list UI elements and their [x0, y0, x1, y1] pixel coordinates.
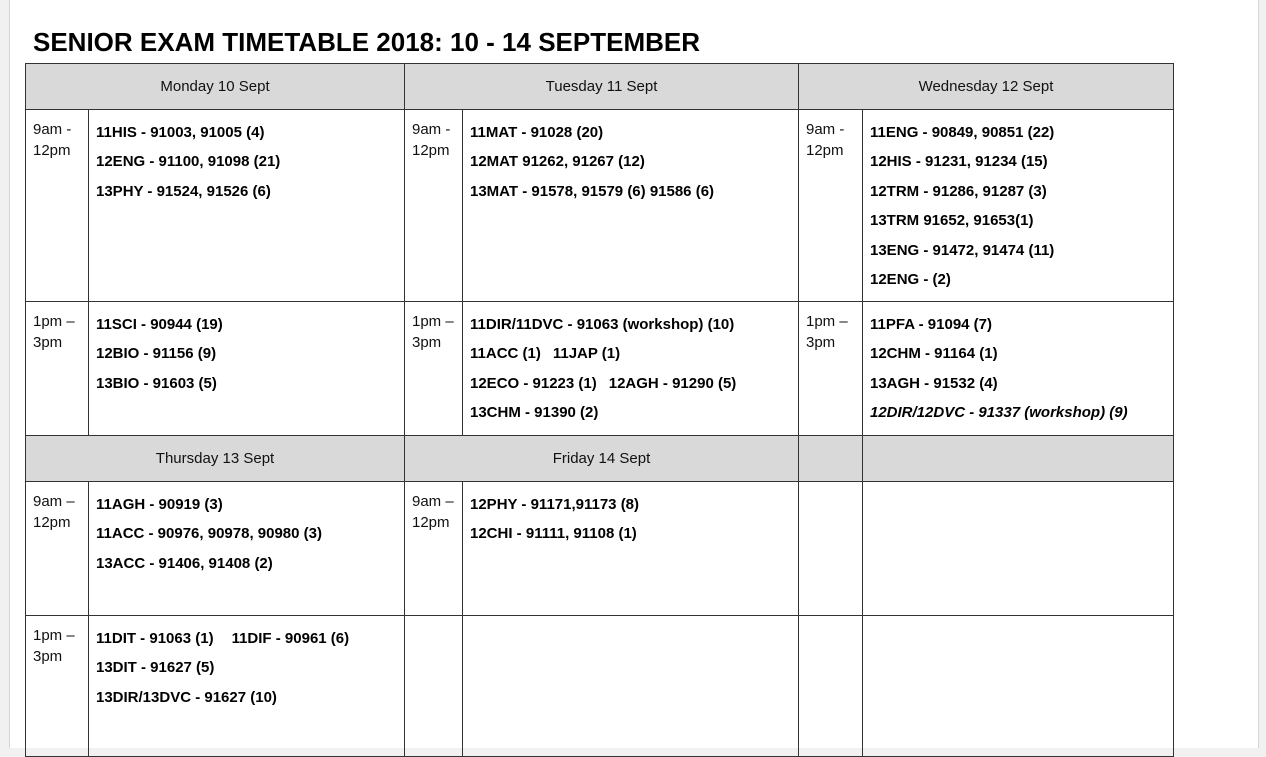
time-cell	[26, 482, 89, 616]
time-cell	[405, 482, 463, 616]
header-row-1	[26, 64, 1174, 110]
exam-entry: 13DIR/13DVC - 91627 (10)	[96, 688, 277, 706]
page-title: SENIOR EXAM TIMETABLE 2018: 10 - 14 SEPTEMBER	[33, 27, 700, 57]
exam-cell-tuesday-am	[463, 110, 799, 302]
exam-entry: 11HIS - 91003, 91005 (4)	[96, 124, 265, 141]
exam-entry: 11ACC (1)	[470, 345, 541, 363]
exam-cell-monday-am	[89, 110, 405, 302]
exam-entry: 13ACC - 91406, 91408 (2)	[96, 554, 273, 572]
empty-cell	[799, 482, 863, 616]
document-page	[9, 0, 1259, 748]
day-header-wednesday: Wednesday 12 Sept	[799, 64, 1174, 110]
exam-entry: 12CHM - 91164 (1)	[870, 345, 998, 363]
empty-header-cell	[799, 436, 863, 482]
day-header-friday: Friday 14 Sept	[405, 436, 799, 482]
exam-entry: 12PHY - 91171,91173 (8)	[470, 496, 640, 513]
exam-entry: 13ENG - 91472, 91474 (11)	[870, 241, 1055, 259]
time-end: 3pm	[806, 334, 836, 351]
exam-entry: 12ENG - (2)	[870, 271, 951, 289]
empty-cell	[799, 616, 863, 757]
time-start: 9am –	[33, 493, 75, 510]
time-start: 1pm –	[412, 313, 454, 330]
empty-cell	[405, 616, 463, 757]
exam-entry: 12AGH - 91290 (5)	[608, 374, 737, 392]
exam-cell-tuesday-pm	[463, 302, 799, 436]
time-end: 12pm	[412, 142, 450, 159]
exam-entry: 11AGH - 90919 (3)	[96, 496, 223, 513]
time-start: 1pm –	[33, 313, 75, 330]
exam-entry: 13BIO - 91603 (5)	[96, 374, 217, 392]
time-start: 9am -	[33, 121, 72, 138]
time-end: 12pm	[412, 514, 450, 531]
time-end: 12pm	[806, 142, 844, 159]
exam-entry: 11ACC - 90976, 90978, 90980 (3)	[96, 525, 322, 543]
time-start: 1pm –	[806, 313, 848, 330]
exam-cell-friday-am	[463, 482, 799, 616]
time-start: 9am -	[806, 121, 845, 138]
exam-entry-pair	[470, 339, 798, 368]
day-header-monday: Monday 10 Sept	[26, 64, 405, 110]
time-end: 3pm	[33, 334, 63, 351]
time-cell	[26, 302, 89, 436]
exam-entry: 12BIO - 91156 (9)	[96, 345, 217, 363]
time-end: 3pm	[33, 648, 63, 665]
exam-entry: 11DIT - 91063 (1)	[96, 630, 214, 647]
exam-entry: 11ENG - 90849, 90851 (22)	[870, 124, 1055, 141]
time-cell	[799, 302, 863, 436]
exam-entry-pair	[470, 369, 798, 398]
exam-entry: 11DIR/11DVC - 91063 (workshop) (10)	[470, 316, 735, 333]
exam-cell-wednesday-am	[863, 110, 1174, 302]
exam-entry: 12MAT 91262, 91267 (12)	[470, 153, 645, 171]
exam-cell-wednesday-pm	[863, 302, 1174, 436]
timetable	[25, 63, 1174, 757]
exam-entry: 13AGH - 91532 (4)	[870, 374, 998, 392]
exam-entry: 11PFA - 91094 (7)	[870, 316, 993, 333]
afternoon-row-2	[26, 616, 1174, 757]
empty-cell	[863, 616, 1174, 757]
exam-entry: 11SCI - 90944 (19)	[96, 316, 223, 333]
exam-cell-monday-pm	[89, 302, 405, 436]
exam-entry: 11MAT - 91028 (20)	[470, 124, 604, 141]
exam-entry: 13CHM - 91390 (2)	[470, 404, 599, 422]
day-header-tuesday: Tuesday 11 Sept	[405, 64, 799, 110]
time-end: 3pm	[412, 334, 442, 351]
morning-row-2	[26, 482, 1174, 616]
exam-entry: 13PHY - 91524, 91526 (6)	[96, 182, 271, 200]
exam-entry: 12DIR/12DVC - 91337 (workshop) (9)	[870, 404, 1128, 422]
exam-cell-thursday-am	[89, 482, 405, 616]
time-start: 9am -	[412, 121, 451, 138]
empty-cell	[863, 482, 1174, 616]
afternoon-row-1	[26, 302, 1174, 436]
exam-entry: 13MAT - 91578, 91579 (6) 91586 (6)	[470, 182, 715, 200]
day-header-thursday: Thursday 13 Sept	[26, 436, 405, 482]
exam-entry: 13TRM 91652, 91653(1)	[870, 212, 1034, 230]
exam-entry: 12CHI - 91111, 91108 (1)	[470, 525, 637, 543]
exam-entry: 12HIS - 91231, 91234 (15)	[870, 153, 1048, 171]
exam-entry-pair	[96, 624, 404, 653]
time-cell	[405, 302, 463, 436]
time-cell	[26, 110, 89, 302]
time-cell	[26, 616, 89, 757]
exam-entry: 13DIT - 91627 (5)	[96, 659, 215, 677]
empty-header-cell	[863, 436, 1174, 482]
exam-entry: 11DIF - 90961 (6)	[231, 630, 350, 647]
header-row-2	[26, 436, 1174, 482]
time-cell	[799, 110, 863, 302]
time-cell	[405, 110, 463, 302]
time-start: 9am –	[412, 493, 454, 510]
time-start: 1pm –	[33, 627, 75, 644]
exam-entry: 12TRM - 91286, 91287 (3)	[870, 182, 1047, 200]
exam-entry: 11JAP (1)	[552, 345, 621, 363]
exam-cell-thursday-pm	[89, 616, 405, 757]
exam-entry: 12ECO - 91223 (1)	[470, 374, 597, 392]
time-end: 12pm	[33, 142, 71, 159]
empty-cell	[463, 616, 799, 757]
time-end: 12pm	[33, 514, 71, 531]
morning-row-1	[26, 110, 1174, 302]
exam-entry: 12ENG - 91100, 91098 (21)	[96, 153, 281, 171]
